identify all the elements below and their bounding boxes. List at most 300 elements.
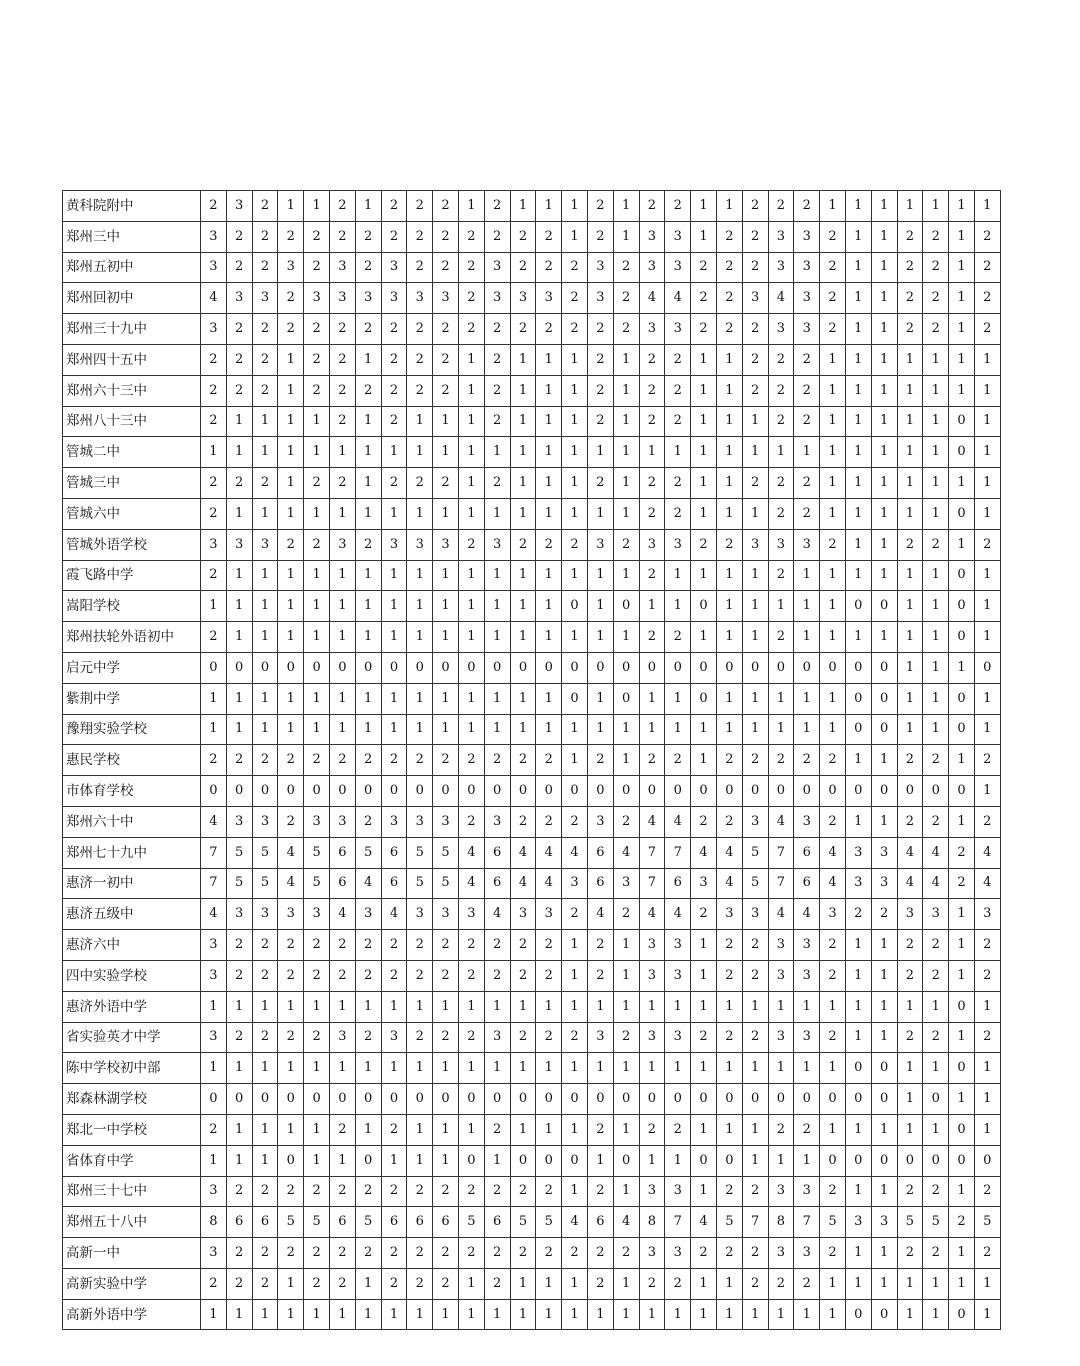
value-cell: 2 bbox=[768, 406, 794, 437]
value-cell: 2 bbox=[484, 745, 510, 776]
value-cell: 1 bbox=[923, 437, 949, 468]
value-cell: 2 bbox=[897, 314, 923, 345]
value-cell: 1 bbox=[562, 221, 588, 252]
value-cell: 2 bbox=[639, 622, 665, 653]
value-cell: 1 bbox=[510, 1114, 536, 1145]
value-cell: 2 bbox=[201, 375, 227, 406]
value-cell: 4 bbox=[639, 899, 665, 930]
value-cell: 2 bbox=[510, 252, 536, 283]
value-cell: 3 bbox=[484, 529, 510, 560]
value-cell: 2 bbox=[768, 745, 794, 776]
value-cell: 2 bbox=[458, 1238, 484, 1269]
value-cell: 0 bbox=[639, 1084, 665, 1115]
value-cell: 0 bbox=[458, 1084, 484, 1115]
value-cell: 0 bbox=[510, 652, 536, 683]
value-cell: 2 bbox=[665, 745, 691, 776]
value-cell: 1 bbox=[845, 468, 871, 499]
value-cell: 2 bbox=[691, 1022, 717, 1053]
value-cell: 1 bbox=[433, 591, 459, 622]
value-cell: 1 bbox=[845, 960, 871, 991]
value-cell: 1 bbox=[536, 406, 562, 437]
value-cell: 1 bbox=[510, 1053, 536, 1084]
value-cell: 1 bbox=[252, 591, 278, 622]
school-name-cell: 高新外语中学 bbox=[63, 1299, 201, 1330]
table-row bbox=[63, 745, 1001, 776]
value-cell: 8 bbox=[201, 1207, 227, 1238]
value-cell: 2 bbox=[820, 1176, 846, 1207]
value-cell: 1 bbox=[949, 1176, 975, 1207]
value-cell: 3 bbox=[794, 960, 820, 991]
value-cell: 2 bbox=[665, 1114, 691, 1145]
value-cell: 2 bbox=[665, 622, 691, 653]
value-cell: 2 bbox=[329, 314, 355, 345]
value-cell: 2 bbox=[536, 1022, 562, 1053]
value-cell: 5 bbox=[433, 837, 459, 868]
value-cell: 1 bbox=[407, 406, 433, 437]
value-cell: 1 bbox=[897, 406, 923, 437]
school-name-cell: 郑州七十九中 bbox=[63, 837, 201, 868]
value-cell: 1 bbox=[510, 344, 536, 375]
value-cell: 1 bbox=[458, 683, 484, 714]
value-cell: 2 bbox=[329, 1114, 355, 1145]
value-cell: 2 bbox=[923, 221, 949, 252]
value-cell: 1 bbox=[252, 1145, 278, 1176]
value-cell: 1 bbox=[665, 1053, 691, 1084]
school-name-cell: 黄科院附中 bbox=[63, 191, 201, 222]
value-cell: 2 bbox=[974, 1238, 1000, 1269]
table-row bbox=[63, 991, 1001, 1022]
value-cell: 1 bbox=[974, 344, 1000, 375]
value-cell: 1 bbox=[278, 498, 304, 529]
value-cell: 0 bbox=[949, 560, 975, 591]
value-cell: 1 bbox=[794, 683, 820, 714]
value-cell: 1 bbox=[510, 375, 536, 406]
value-cell: 1 bbox=[923, 191, 949, 222]
value-cell: 1 bbox=[820, 191, 846, 222]
value-cell: 1 bbox=[304, 622, 330, 653]
value-cell: 1 bbox=[381, 991, 407, 1022]
value-cell: 1 bbox=[562, 1176, 588, 1207]
value-cell: 1 bbox=[974, 406, 1000, 437]
value-cell: 0 bbox=[407, 1084, 433, 1115]
value-cell: 3 bbox=[768, 1176, 794, 1207]
value-cell: 2 bbox=[820, 745, 846, 776]
value-cell: 3 bbox=[484, 1022, 510, 1053]
value-cell: 0 bbox=[613, 652, 639, 683]
value-cell: 1 bbox=[458, 406, 484, 437]
value-cell: 3 bbox=[665, 314, 691, 345]
value-cell: 0 bbox=[226, 1084, 252, 1115]
value-cell: 1 bbox=[407, 683, 433, 714]
value-cell: 1 bbox=[433, 1114, 459, 1145]
value-cell: 2 bbox=[742, 1176, 768, 1207]
value-cell: 0 bbox=[201, 652, 227, 683]
value-cell: 1 bbox=[845, 991, 871, 1022]
value-cell: 0 bbox=[226, 776, 252, 807]
value-cell: 2 bbox=[252, 375, 278, 406]
value-cell: 1 bbox=[562, 991, 588, 1022]
value-cell: 2 bbox=[226, 930, 252, 961]
value-cell: 1 bbox=[923, 591, 949, 622]
value-cell: 2 bbox=[639, 1268, 665, 1299]
value-cell: 1 bbox=[897, 498, 923, 529]
value-cell: 2 bbox=[691, 314, 717, 345]
school-name-cell: 惠济六中 bbox=[63, 930, 201, 961]
value-cell: 2 bbox=[768, 344, 794, 375]
value-cell: 2 bbox=[639, 406, 665, 437]
value-cell: 4 bbox=[768, 283, 794, 314]
value-cell: 2 bbox=[794, 745, 820, 776]
school-name-cell: 陈中学校初中部 bbox=[63, 1053, 201, 1084]
value-cell: 2 bbox=[252, 1022, 278, 1053]
value-cell: 2 bbox=[691, 252, 717, 283]
value-cell: 3 bbox=[201, 529, 227, 560]
value-cell: 5 bbox=[897, 1207, 923, 1238]
value-cell: 1 bbox=[897, 1053, 923, 1084]
value-cell: 1 bbox=[536, 683, 562, 714]
value-cell: 3 bbox=[201, 960, 227, 991]
table-row bbox=[63, 406, 1001, 437]
value-cell: 1 bbox=[355, 191, 381, 222]
value-cell: 1 bbox=[949, 314, 975, 345]
school-name-cell: 管城三中 bbox=[63, 468, 201, 499]
value-cell: 2 bbox=[355, 930, 381, 961]
school-name-cell: 郑州四十五中 bbox=[63, 344, 201, 375]
value-cell: 1 bbox=[820, 591, 846, 622]
value-cell: 1 bbox=[613, 406, 639, 437]
value-cell: 0 bbox=[201, 1084, 227, 1115]
value-cell: 2 bbox=[974, 314, 1000, 345]
value-cell: 3 bbox=[665, 221, 691, 252]
value-cell: 6 bbox=[587, 1207, 613, 1238]
value-cell: 2 bbox=[639, 560, 665, 591]
value-cell: 2 bbox=[458, 745, 484, 776]
value-cell: 1 bbox=[613, 930, 639, 961]
value-cell: 3 bbox=[201, 314, 227, 345]
value-cell: 1 bbox=[665, 1145, 691, 1176]
value-cell: 2 bbox=[329, 344, 355, 375]
value-cell: 1 bbox=[355, 468, 381, 499]
value-cell: 1 bbox=[201, 437, 227, 468]
value-cell: 2 bbox=[407, 191, 433, 222]
value-cell: 1 bbox=[562, 1053, 588, 1084]
value-cell: 3 bbox=[794, 1238, 820, 1269]
value-cell: 1 bbox=[897, 652, 923, 683]
value-cell: 6 bbox=[587, 837, 613, 868]
value-cell: 1 bbox=[949, 652, 975, 683]
value-cell: 2 bbox=[433, 252, 459, 283]
value-cell: 0 bbox=[691, 1084, 717, 1115]
value-cell: 1 bbox=[665, 1299, 691, 1330]
value-cell: 2 bbox=[536, 252, 562, 283]
value-cell: 2 bbox=[329, 745, 355, 776]
value-cell: 2 bbox=[304, 529, 330, 560]
value-cell: 5 bbox=[304, 868, 330, 899]
value-cell: 1 bbox=[923, 468, 949, 499]
value-cell: 6 bbox=[329, 868, 355, 899]
value-cell: 0 bbox=[355, 652, 381, 683]
value-cell: 0 bbox=[329, 652, 355, 683]
school-name-cell: 郑州三十七中 bbox=[63, 1176, 201, 1207]
value-cell: 1 bbox=[639, 1053, 665, 1084]
value-cell: 1 bbox=[278, 560, 304, 591]
value-cell: 2 bbox=[252, 221, 278, 252]
school-name-cell: 启元中学 bbox=[63, 652, 201, 683]
value-cell: 0 bbox=[794, 776, 820, 807]
value-cell: 2 bbox=[923, 529, 949, 560]
value-cell: 1 bbox=[845, 375, 871, 406]
value-cell: 1 bbox=[278, 468, 304, 499]
value-cell: 2 bbox=[974, 221, 1000, 252]
value-cell: 0 bbox=[407, 776, 433, 807]
value-cell: 2 bbox=[381, 191, 407, 222]
value-cell: 2 bbox=[794, 406, 820, 437]
value-cell: 2 bbox=[716, 221, 742, 252]
value-cell: 1 bbox=[897, 468, 923, 499]
value-cell: 3 bbox=[226, 191, 252, 222]
value-cell: 1 bbox=[716, 406, 742, 437]
value-cell: 2 bbox=[923, 1238, 949, 1269]
value-cell: 4 bbox=[897, 837, 923, 868]
value-cell: 2 bbox=[433, 221, 459, 252]
value-cell: 2 bbox=[897, 960, 923, 991]
value-cell: 6 bbox=[794, 868, 820, 899]
value-cell: 2 bbox=[458, 806, 484, 837]
value-cell: 1 bbox=[252, 1053, 278, 1084]
value-cell: 3 bbox=[536, 899, 562, 930]
value-cell: 2 bbox=[691, 529, 717, 560]
value-cell: 2 bbox=[794, 1268, 820, 1299]
value-cell: 3 bbox=[639, 1176, 665, 1207]
value-cell: 2 bbox=[587, 221, 613, 252]
value-cell: 2 bbox=[278, 1238, 304, 1269]
value-cell: 1 bbox=[794, 1145, 820, 1176]
value-cell: 0 bbox=[433, 776, 459, 807]
value-cell: 2 bbox=[510, 1238, 536, 1269]
value-cell: 1 bbox=[587, 1053, 613, 1084]
value-cell: 1 bbox=[949, 344, 975, 375]
value-cell: 2 bbox=[587, 1268, 613, 1299]
value-cell: 4 bbox=[329, 899, 355, 930]
value-cell: 0 bbox=[458, 776, 484, 807]
table-row bbox=[63, 1145, 1001, 1176]
value-cell: 2 bbox=[897, 806, 923, 837]
value-cell: 1 bbox=[871, 960, 897, 991]
value-cell: 2 bbox=[458, 221, 484, 252]
value-cell: 3 bbox=[226, 283, 252, 314]
value-cell: 1 bbox=[458, 714, 484, 745]
value-cell: 4 bbox=[510, 837, 536, 868]
school-name-cell: 惠济五级中 bbox=[63, 899, 201, 930]
value-cell: 3 bbox=[381, 806, 407, 837]
value-cell: 1 bbox=[897, 591, 923, 622]
value-cell: 4 bbox=[974, 837, 1000, 868]
value-cell: 1 bbox=[329, 498, 355, 529]
value-cell: 1 bbox=[691, 375, 717, 406]
value-cell: 2 bbox=[923, 960, 949, 991]
value-cell: 1 bbox=[871, 375, 897, 406]
value-cell: 1 bbox=[510, 683, 536, 714]
value-cell: 0 bbox=[897, 1145, 923, 1176]
value-cell: 0 bbox=[433, 652, 459, 683]
value-cell: 1 bbox=[691, 991, 717, 1022]
value-cell: 1 bbox=[433, 437, 459, 468]
value-cell: 1 bbox=[665, 714, 691, 745]
value-cell: 1 bbox=[923, 1299, 949, 1330]
value-cell: 2 bbox=[458, 529, 484, 560]
value-cell: 2 bbox=[536, 221, 562, 252]
value-cell: 1 bbox=[716, 560, 742, 591]
value-cell: 1 bbox=[949, 960, 975, 991]
value-cell: 1 bbox=[329, 1299, 355, 1330]
value-cell: 1 bbox=[845, 745, 871, 776]
value-cell: 3 bbox=[458, 899, 484, 930]
value-cell: 1 bbox=[226, 683, 252, 714]
value-cell: 2 bbox=[304, 1268, 330, 1299]
value-cell: 1 bbox=[820, 468, 846, 499]
value-cell: 1 bbox=[845, 1176, 871, 1207]
value-cell: 1 bbox=[691, 406, 717, 437]
value-cell: 1 bbox=[536, 1053, 562, 1084]
value-cell: 2 bbox=[304, 930, 330, 961]
value-cell: 0 bbox=[562, 683, 588, 714]
value-cell: 2 bbox=[484, 375, 510, 406]
value-cell: 2 bbox=[355, 806, 381, 837]
value-cell: 1 bbox=[716, 375, 742, 406]
value-cell: 2 bbox=[897, 252, 923, 283]
value-cell: 0 bbox=[871, 1053, 897, 1084]
value-cell: 0 bbox=[484, 776, 510, 807]
value-cell: 1 bbox=[742, 560, 768, 591]
value-cell: 1 bbox=[458, 375, 484, 406]
value-cell: 0 bbox=[845, 776, 871, 807]
value-cell: 2 bbox=[716, 1022, 742, 1053]
value-cell: 1 bbox=[845, 1238, 871, 1269]
school-name-cell: 郑州八十三中 bbox=[63, 406, 201, 437]
value-cell: 2 bbox=[716, 1238, 742, 1269]
value-cell: 1 bbox=[923, 622, 949, 653]
value-cell: 1 bbox=[562, 406, 588, 437]
value-cell: 6 bbox=[587, 868, 613, 899]
value-cell: 1 bbox=[768, 1145, 794, 1176]
value-cell: 1 bbox=[742, 1299, 768, 1330]
value-cell: 1 bbox=[639, 683, 665, 714]
value-cell: 1 bbox=[407, 560, 433, 591]
value-cell: 1 bbox=[536, 622, 562, 653]
value-cell: 5 bbox=[974, 1207, 1000, 1238]
value-cell: 3 bbox=[639, 1022, 665, 1053]
value-cell: 0 bbox=[820, 1084, 846, 1115]
value-cell: 5 bbox=[252, 868, 278, 899]
table-row bbox=[63, 1238, 1001, 1269]
value-cell: 4 bbox=[458, 868, 484, 899]
value-cell: 2 bbox=[562, 899, 588, 930]
school-name-cell: 嵩阳学校 bbox=[63, 591, 201, 622]
value-cell: 1 bbox=[974, 498, 1000, 529]
value-cell: 1 bbox=[613, 221, 639, 252]
value-cell: 2 bbox=[613, 252, 639, 283]
value-cell: 1 bbox=[716, 622, 742, 653]
value-cell: 1 bbox=[871, 1268, 897, 1299]
school-name-cell: 紫荆中学 bbox=[63, 683, 201, 714]
value-cell: 1 bbox=[716, 1053, 742, 1084]
value-cell: 2 bbox=[536, 960, 562, 991]
value-cell: 1 bbox=[510, 622, 536, 653]
quota-table-body bbox=[63, 191, 1001, 1330]
value-cell: 2 bbox=[587, 1176, 613, 1207]
value-cell: 1 bbox=[329, 683, 355, 714]
value-cell: 1 bbox=[458, 468, 484, 499]
value-cell: 4 bbox=[562, 1207, 588, 1238]
value-cell: 2 bbox=[639, 468, 665, 499]
value-cell: 3 bbox=[768, 314, 794, 345]
value-cell: 2 bbox=[252, 745, 278, 776]
value-cell: 1 bbox=[458, 560, 484, 591]
value-cell: 2 bbox=[536, 745, 562, 776]
value-cell: 0 bbox=[949, 714, 975, 745]
value-cell: 2 bbox=[433, 314, 459, 345]
value-cell: 5 bbox=[923, 1207, 949, 1238]
value-cell: 2 bbox=[304, 221, 330, 252]
value-cell: 3 bbox=[304, 283, 330, 314]
value-cell: 3 bbox=[639, 1238, 665, 1269]
value-cell: 2 bbox=[304, 1238, 330, 1269]
value-cell: 0 bbox=[510, 1145, 536, 1176]
value-cell: 2 bbox=[407, 468, 433, 499]
value-cell: 1 bbox=[329, 622, 355, 653]
value-cell: 2 bbox=[820, 252, 846, 283]
value-cell: 2 bbox=[923, 806, 949, 837]
value-cell: 1 bbox=[897, 191, 923, 222]
value-cell: 1 bbox=[820, 437, 846, 468]
value-cell: 3 bbox=[355, 283, 381, 314]
value-cell: 2 bbox=[639, 498, 665, 529]
value-cell: 1 bbox=[433, 1053, 459, 1084]
value-cell: 4 bbox=[201, 283, 227, 314]
value-cell: 3 bbox=[484, 252, 510, 283]
value-cell: 3 bbox=[407, 283, 433, 314]
value-cell: 7 bbox=[742, 1207, 768, 1238]
value-cell: 2 bbox=[820, 283, 846, 314]
value-cell: 1 bbox=[407, 714, 433, 745]
table-row bbox=[63, 560, 1001, 591]
value-cell: 2 bbox=[587, 344, 613, 375]
value-cell: 1 bbox=[716, 683, 742, 714]
value-cell: 5 bbox=[304, 1207, 330, 1238]
value-cell: 2 bbox=[897, 1238, 923, 1269]
value-cell: 3 bbox=[510, 899, 536, 930]
value-cell: 3 bbox=[381, 1022, 407, 1053]
value-cell: 1 bbox=[691, 191, 717, 222]
value-cell: 1 bbox=[329, 437, 355, 468]
value-cell: 1 bbox=[794, 1299, 820, 1330]
value-cell: 1 bbox=[252, 437, 278, 468]
value-cell: 1 bbox=[820, 714, 846, 745]
value-cell: 1 bbox=[897, 714, 923, 745]
value-cell: 2 bbox=[820, 806, 846, 837]
value-cell: 1 bbox=[716, 591, 742, 622]
value-cell: 0 bbox=[716, 776, 742, 807]
table-row bbox=[63, 1176, 1001, 1207]
value-cell: 0 bbox=[949, 591, 975, 622]
value-cell: 0 bbox=[845, 1145, 871, 1176]
value-cell: 2 bbox=[304, 1022, 330, 1053]
value-cell: 1 bbox=[562, 930, 588, 961]
value-cell: 1 bbox=[536, 437, 562, 468]
value-cell: 1 bbox=[949, 1022, 975, 1053]
value-cell: 1 bbox=[742, 1053, 768, 1084]
quota-table bbox=[62, 190, 1001, 1330]
